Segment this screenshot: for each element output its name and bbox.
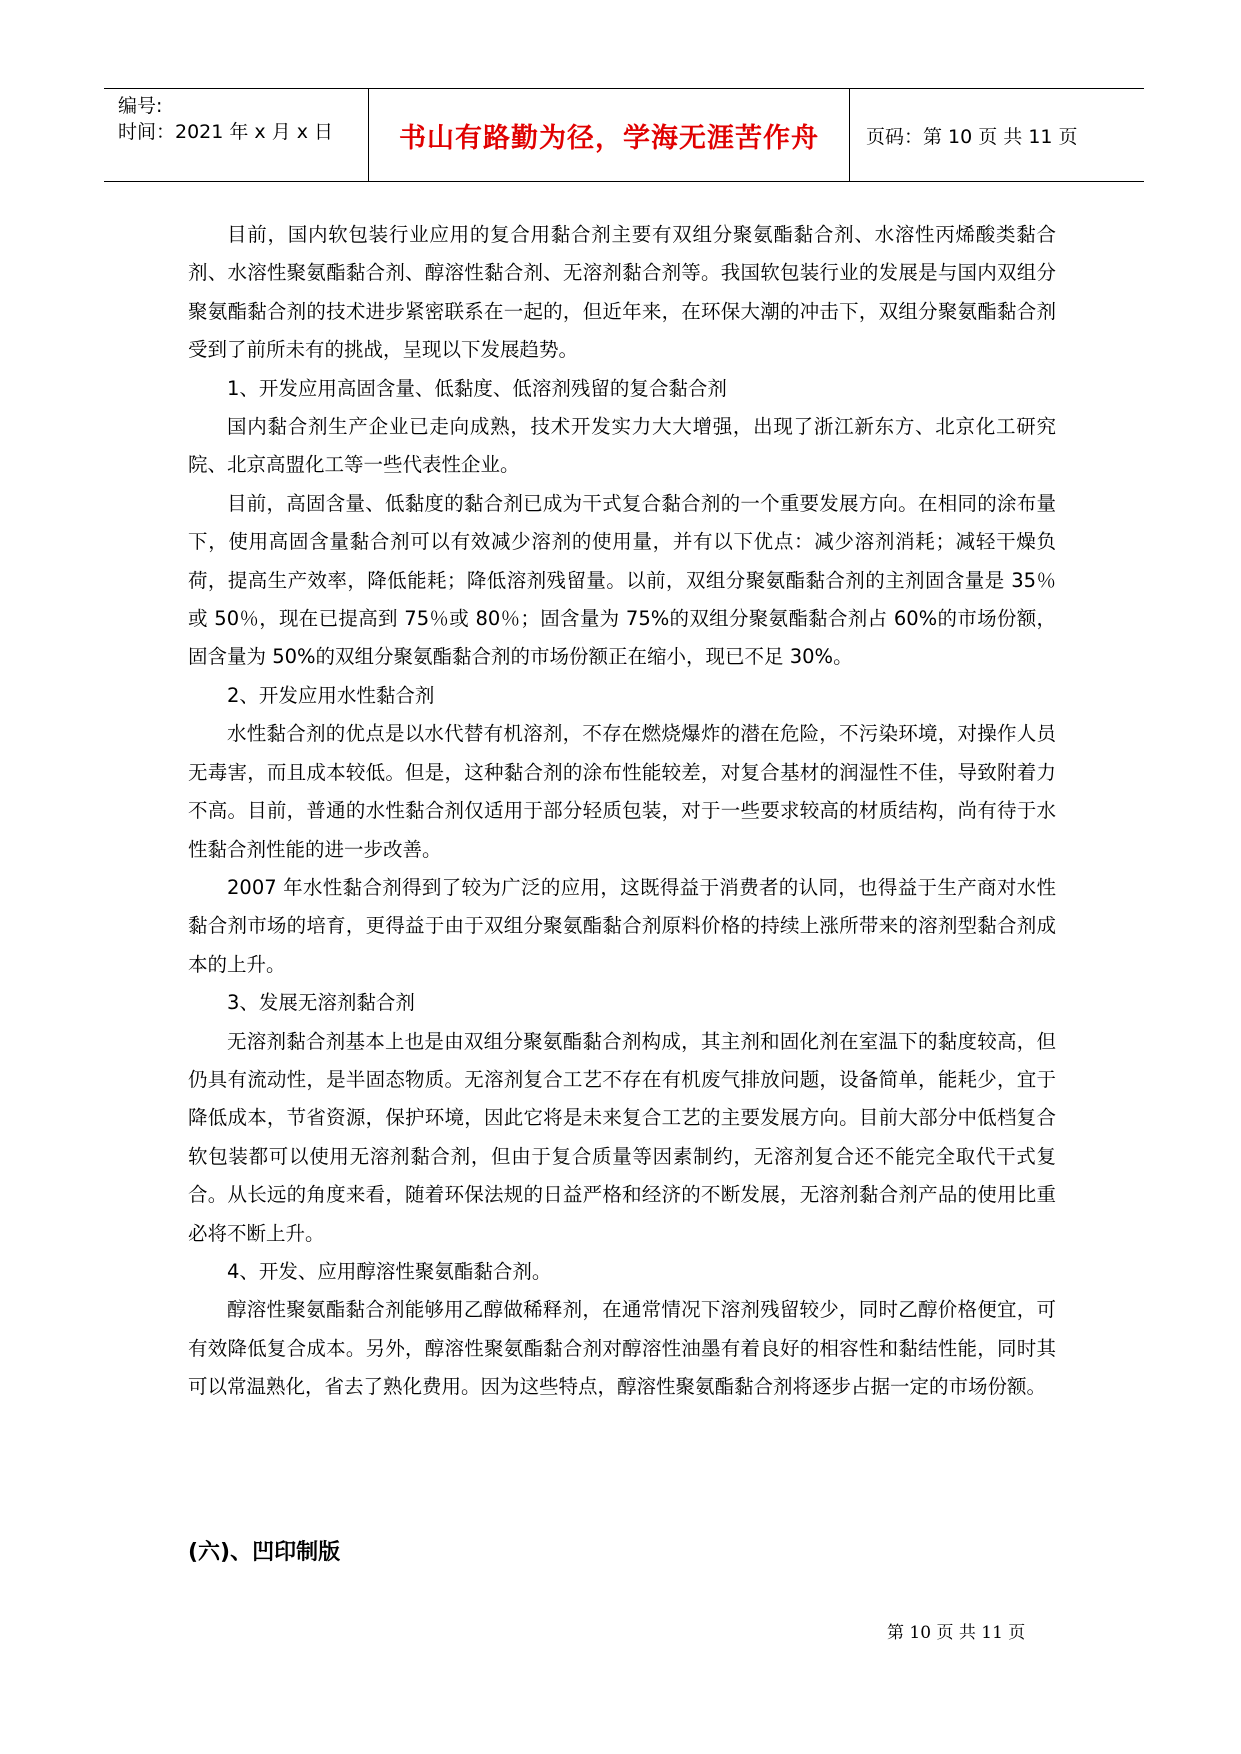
header-page-code: 页码：第 10 页 共 11 页 xyxy=(866,125,1078,148)
page-header xyxy=(104,88,1144,182)
document-time-label: 时间：2021 年 x 月 x 日 xyxy=(118,121,334,143)
document-body xyxy=(188,216,1056,1407)
document-number-label: 编号: xyxy=(118,95,163,117)
body-paragraph: 国内黏合剂生产企业已走向成熟，技术开发实力大大增强，出现了浙江新东方、北京化工研究院、北京高盟化工等一些代表性企业。 xyxy=(188,415,1056,477)
header-motto-cell xyxy=(368,89,850,181)
header-page-cell xyxy=(850,89,1144,181)
body-paragraph: 醇溶性聚氨酯黏合剂能够用乙醇做稀释剂，在通常情况下溶剂残留较少，同时乙醇价格便宜，可有效降低复合成本。另外，醇溶性聚氨酯黏合剂对醇溶性油墨有着良好的相容性和黏结性能，同时其可以常温熟化，省去了熟化费用。因为这些特点，醇溶性聚氨酯黏合剂将逐步占据一定的市场份额。 xyxy=(188,1298,1056,1399)
page-footer: 第 10 页 共 11 页 xyxy=(887,1623,1026,1643)
subheading-alcohol-soluble: 4、开发、应用醇溶性聚氨酯黏合剂。 xyxy=(227,1259,552,1283)
body-paragraph: 水性黏合剂的优点是以水代替有机溶剂，不存在燃烧爆炸的潜在危险，不污染环境，对操作人员无毒害，而且成本较低。但是，这种黏合剂的涂布性能较差，对复合基材的润湿性不佳，导致附着力不高。目前，普通的水性黏合剂仅适用于部分轻质包装，对于一些要求较高的材质结构，尚有待于水性黏合剂性能的进一步改善。 xyxy=(188,722,1056,861)
header-motto: 书山有路勤为径，学海无涯苦作舟 xyxy=(399,122,819,154)
body-paragraph: 目前，高固含量、低黏度的黏合剂已成为干式复合黏合剂的一个重要发展方向。在相同的涂布量下，使用高固含量黏合剂可以有效减少溶剂的使用量，并有以下优点：减少溶剂消耗；减轻干燥负荷，提高生产效率，降低能耗；降低溶剂残留量。以前，双组分聚氨酯黏合剂的主剂固含量是 35％或 50％，现在已提高到 75％或 80％；固含量为 75%的双组分聚氨酯黏合剂占 60%的市场份额，固含量为 50%的双组分聚氨酯黏合剂的市场份额正在缩小，现已不足 30%。 xyxy=(188,491,1056,669)
subheading-water-based: 2、开发应用水性黏合剂 xyxy=(227,683,435,707)
header-meta xyxy=(118,89,368,181)
subheading-high-solid: 1、开发应用高固含量、低黏度、低溶剂残留的复合黏合剂 xyxy=(227,376,727,400)
subheading-solventless: 3、发展无溶剂黏合剂 xyxy=(227,991,415,1015)
section-title: (六)、凹印制版 xyxy=(188,1540,341,1565)
body-paragraph: 目前，国内软包装行业应用的复合用黏合剂主要有双组分聚氨酯黏合剂、水溶性丙烯酸类黏合剂、水溶性聚氨酯黏合剂、醇溶性黏合剂、无溶剂黏合剂等。我国软包装行业的发展是与国内双组分聚氨酯黏合剂的技术进步紧密联系在一起的，但近年来，在环保大潮的冲击下，双组分聚氨酯黏合剂受到了前所未有的挑战，呈现以下发展趋势。 xyxy=(188,223,1056,362)
body-paragraph: 2007 年水性黏合剂得到了较为广泛的应用，这既得益于消费者的认同，也得益于生产商对水性黏合剂市场的培育，更得益于由于双组分聚氨酯黏合剂原料价格的持续上涨所带来的溶剂型黏合剂成本的上升。 xyxy=(188,875,1056,976)
body-paragraph: 无溶剂黏合剂基本上也是由双组分聚氨酯黏合剂构成，其主剂和固化剂在室温下的黏度较高，但仍具有流动性，是半固态物质。无溶剂复合工艺不存在有机废气排放问题，设备简单，能耗少，宜于降低成本，节省资源，保护环境，因此它将是未来复合工艺的主要发展方向。目前大部分中低档复合软包装都可以使用无溶剂黏合剂，但由于复合质量等因素制约，无溶剂复合还不能完全取代干式复合。从长远的角度来看，随着环保法规的日益严格和经济的不断发展，无溶剂黏合剂产品的使用比重必将不断上升。 xyxy=(188,1029,1056,1245)
